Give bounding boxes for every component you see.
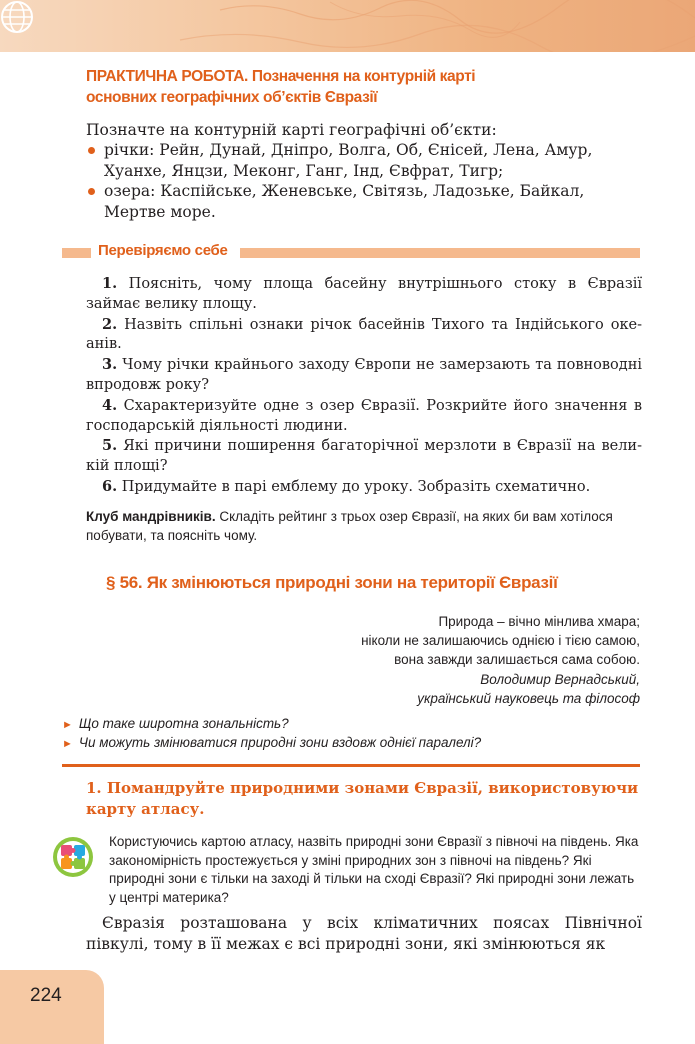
practical-work-title	[86, 66, 646, 108]
question-item: 2. Назвіть спільні ознаки річок басейнів Тихого та Індійського океанів.	[86, 315, 642, 353]
epigraph-line: вона завжди залишається сама собою.	[394, 652, 640, 667]
list-item: озера: Каспійське, Женевське, Світязь, Ладозьке, Байкал, Мертве море.	[86, 181, 642, 222]
triangle-arrow-icon: ►	[62, 738, 73, 750]
epigraph-author: Володимир Вернадський,	[480, 672, 640, 687]
section-title: § 56. Як змінюються природні зони на території Євразії	[106, 573, 558, 592]
check-questions	[86, 274, 642, 498]
club-text: Складіть рейтинг з трьох озер Євразії, на яких би вам хотілося побувати, та поясніть чому.	[86, 509, 613, 543]
page-corner-decoration	[0, 970, 104, 1044]
question-item: 3. Чому річки крайнього заходу Європи не замерзають та повноводні впродовж року?	[86, 356, 643, 393]
practical-title-line1: ПРАКТИЧНА РОБОТА. Позначення на контурній карті	[86, 68, 476, 85]
divider	[62, 764, 640, 767]
bullet-icon	[88, 147, 95, 154]
bar-decoration	[62, 248, 91, 258]
club-label: Клуб мандрівників.	[86, 509, 216, 524]
question-item: 5. Які причини поширення багаторічної мерзлоти в Євразії на великій площі?	[86, 437, 642, 475]
check-yourself-label: Перевіряємо себе	[98, 242, 228, 259]
intro-question-item: ► Що таке широтна зональність?	[62, 716, 289, 731]
practical-title-line2: основних географічних об’єктів Євразії	[86, 89, 378, 106]
epigraph	[220, 612, 640, 708]
practical-bullet-list	[86, 140, 642, 222]
travelers-club	[86, 507, 642, 545]
intro-questions	[62, 715, 642, 753]
question-item: 1. Поясніть, чому площа басейну внутрішнього стоку в Євразії займає велику площу.	[86, 275, 643, 312]
epigraph-line: Природа – вічно мінлива хмара;	[438, 614, 640, 629]
subsection-title: 1. Помандруйте природними зонами Євразії, використовуючи карту атласу.	[86, 779, 639, 818]
activity-text: Користуючись картою атласу, назвіть природні зони Євразії з півночі на південь. Яка закономірність простежується у зміні природних зон з півночі на південь? Які природні зони є тільки на заході й тільки на сході Євразії? Які природні зони лежать у центрі материка?	[109, 834, 639, 905]
page-number: 224	[30, 985, 62, 1006]
intro-question-item: ► Чи можуть змінюватися природні зони вздовж однієї паралелі?	[62, 735, 482, 750]
bullet-icon	[88, 188, 95, 195]
check-yourself-bar	[62, 242, 640, 261]
globe-icon	[0, 0, 34, 34]
list-item: річки: Рейн, Дунай, Дніпро, Волга, Об, Єнісей, Лена, Амур, Хуанхе, Янцзи, Меконг, Ганг, Інд, Євфрат, Тигр;	[86, 140, 642, 181]
body-paragraph: Євразія розташована у всіх кліматичних поясах Північної півкулі, тому в її межах є всі природні зони, які змінюються як	[86, 914, 642, 953]
practical-intro: Позначте на контурній карті географічні об’єкти:	[86, 121, 497, 139]
decorative-map-pattern	[0, 0, 695, 52]
bar-decoration	[240, 248, 640, 258]
epigraph-author-role: український науковець та філософ	[417, 691, 640, 706]
question-item: 4. Схарактеризуйте одне з озер Євразії. Розкрийте його значення в господарській діяльності людини.	[86, 396, 643, 434]
question-item: 6. Придумайте в парі емблему до уроку. Зобразіть схематично.	[102, 477, 591, 495]
puzzle-icon	[52, 836, 94, 878]
epigraph-line: ніколи не залишаючись однією і тією самою,	[361, 633, 640, 648]
header-band	[0, 0, 695, 52]
triangle-arrow-icon: ►	[62, 719, 73, 731]
